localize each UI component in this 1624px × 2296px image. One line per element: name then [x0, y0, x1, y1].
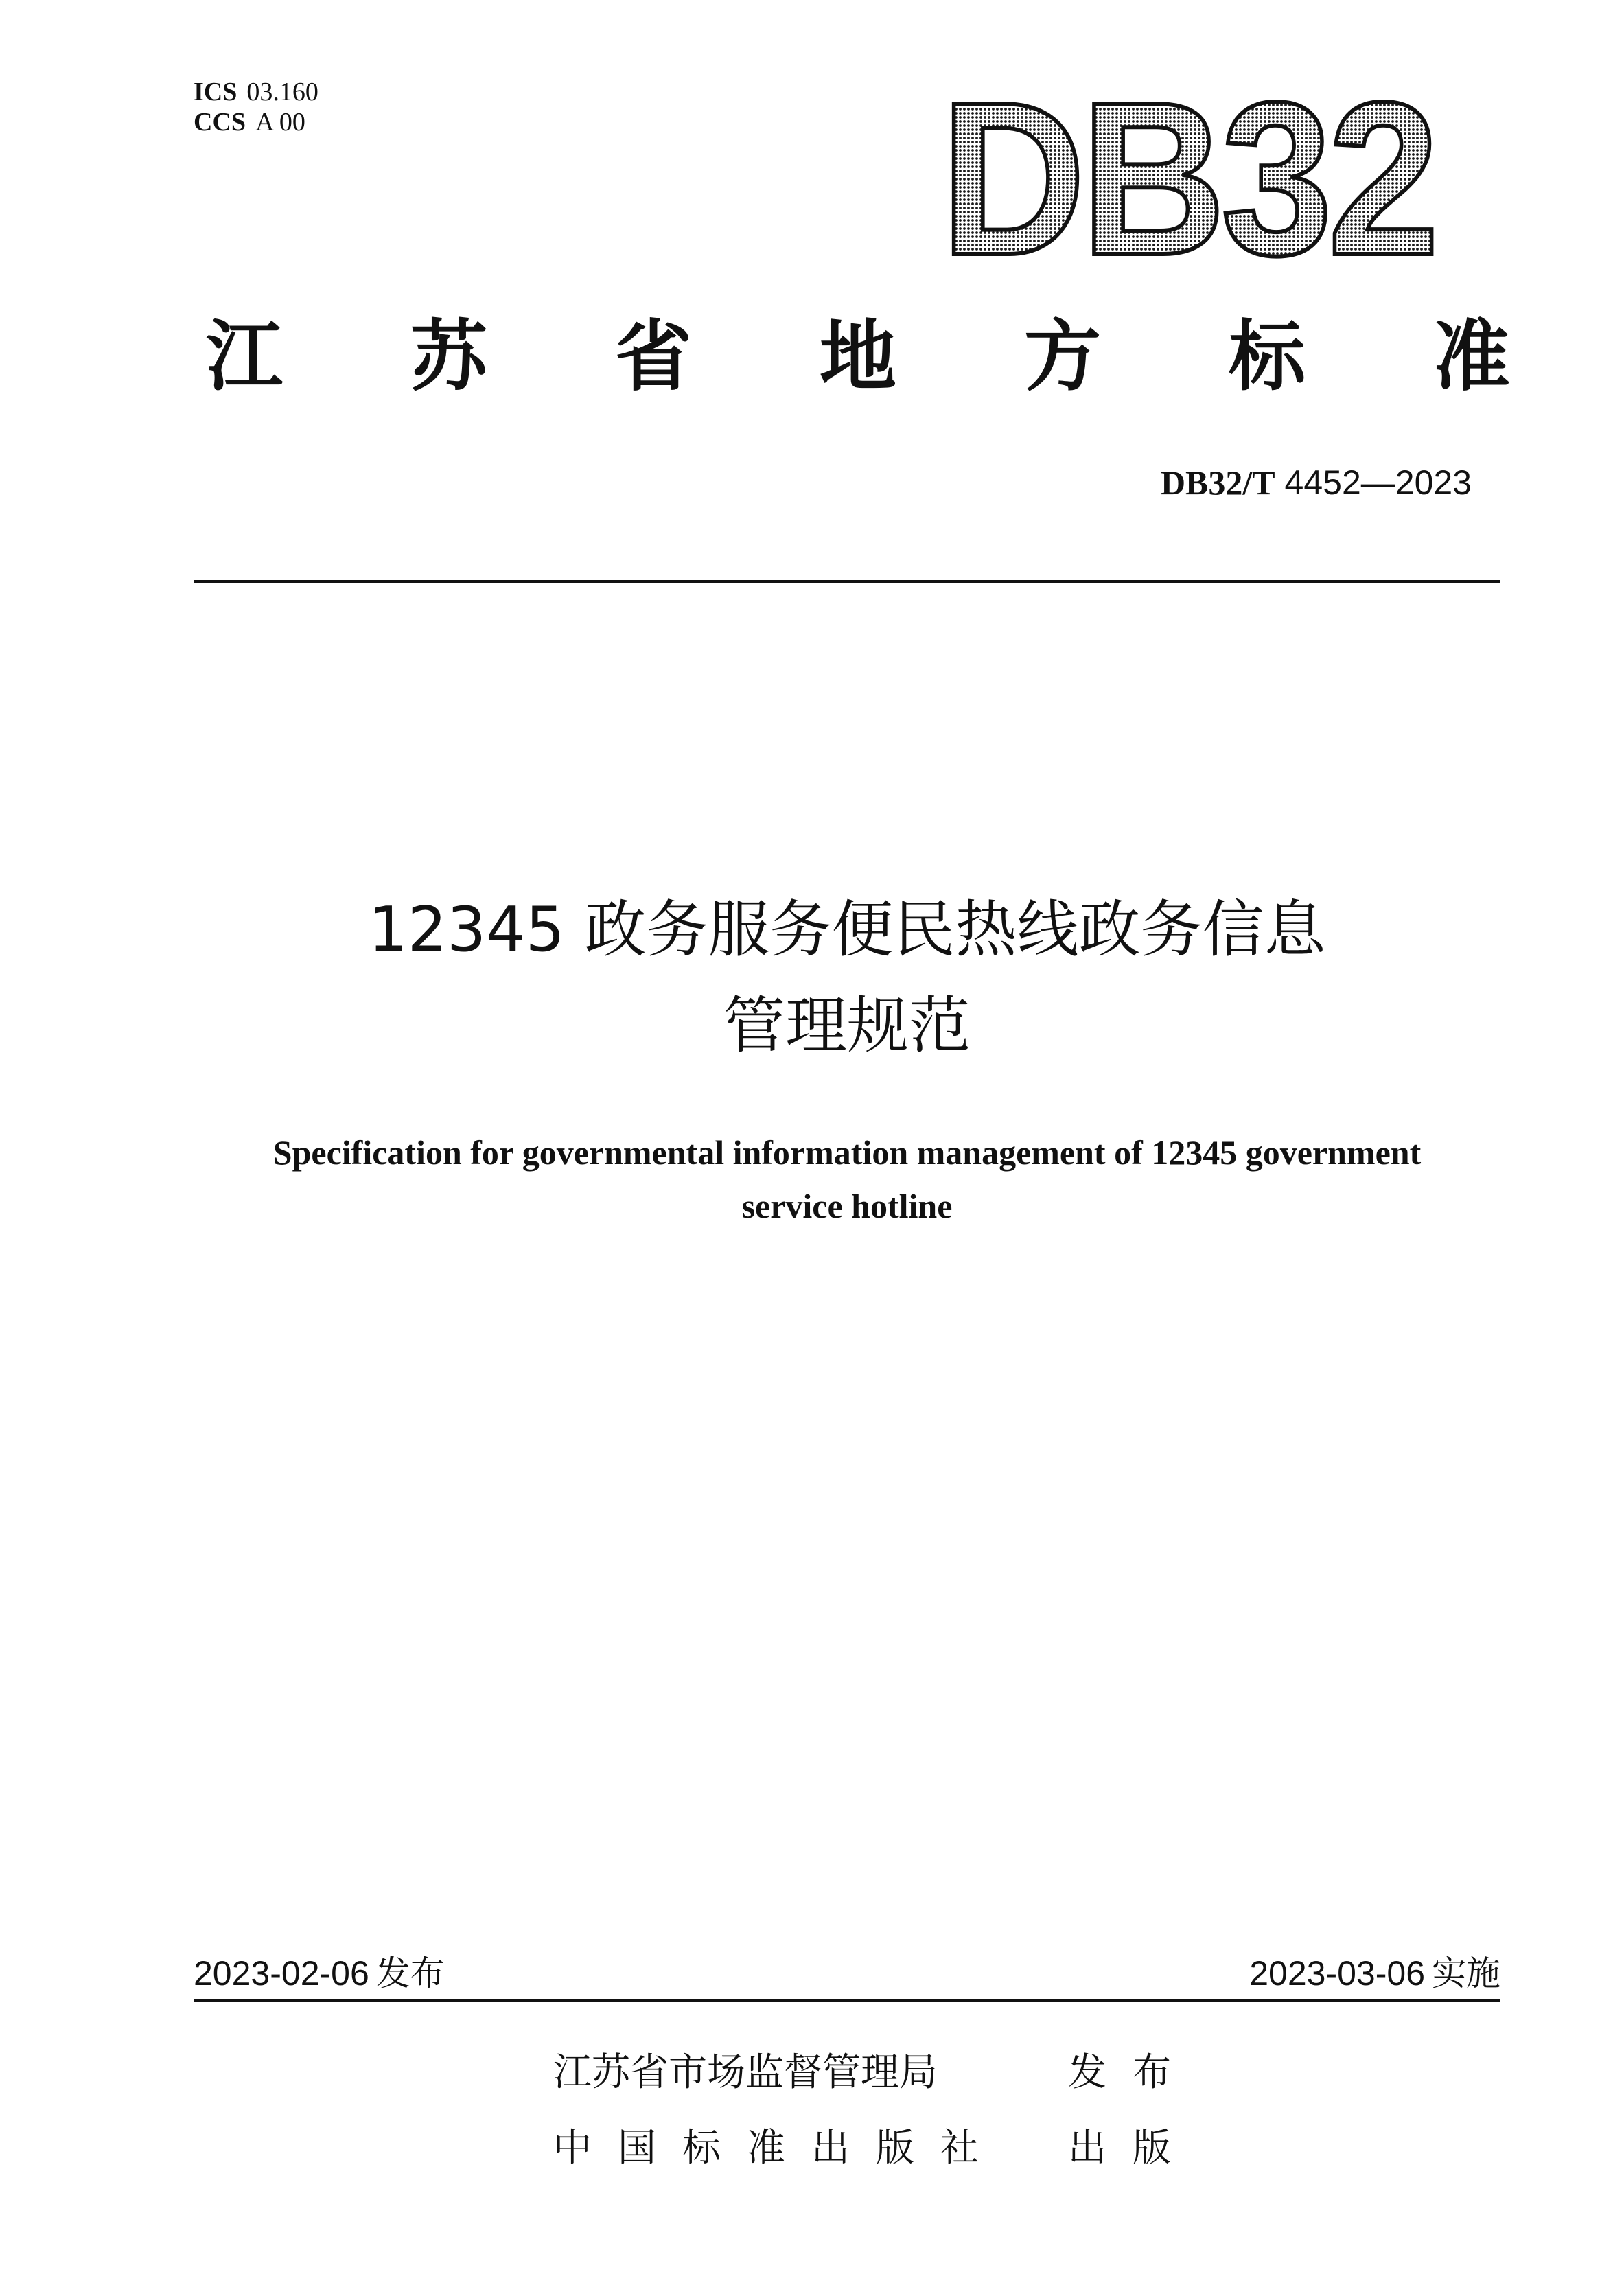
chinese-title-line-1: 12345 政务服务便民热线政务信息 [368, 894, 1326, 966]
issue-action-char: 布 [1133, 2050, 1171, 2095]
title-char: 省 [615, 312, 692, 402]
title-char: 地 [820, 312, 896, 402]
issuing-organization: 江苏省市场监督管理局 [553, 2050, 938, 2095]
publisher-char: 中 [553, 2126, 592, 2170]
release-date [194, 1946, 445, 1995]
release-date-value: 2023-02-06 [194, 1954, 369, 1993]
english-title-line-1: Specification for governmental information management of 12345 government [272, 1133, 1422, 1172]
publish-action-char: 出 [1068, 2126, 1106, 2170]
ccs-label: CCS [194, 108, 246, 137]
publisher-char: 标 [682, 2126, 721, 2170]
title-char: 江 [206, 312, 283, 402]
publisher-name [553, 2111, 979, 2186]
bottom-divider [194, 1999, 1500, 2002]
publisher-line [553, 2111, 1171, 2186]
publish-action-char: 版 [1133, 2126, 1171, 2170]
ccs-row [194, 107, 318, 137]
title-char: 苏 [410, 312, 487, 402]
publisher-char: 出 [811, 2126, 850, 2170]
publisher-char: 社 [940, 2126, 979, 2170]
ics-label: ICS [194, 78, 237, 106]
ics-code: 03.160 [246, 78, 318, 106]
publisher-char: 版 [876, 2126, 914, 2170]
implementation-date [1249, 1946, 1500, 1995]
implementation-date-value: 2023-03-06 [1249, 1954, 1425, 1993]
db32-logo-text: DB32 [940, 82, 1435, 268]
standard-number-code: 4452—2023 [1275, 463, 1472, 502]
implementation-date-label: 实施 [1432, 1953, 1500, 1993]
standard-number [1161, 463, 1472, 502]
standard-number-prefix: DB32/T [1160, 463, 1275, 502]
publisher-char: 准 [747, 2126, 785, 2170]
chinese-title-line-2: 管理规范 [723, 990, 971, 1062]
ics-row [194, 77, 318, 107]
top-divider [194, 580, 1500, 583]
issue-action-char: 发 [1068, 2050, 1106, 2095]
chinese-title [194, 882, 1500, 1074]
publisher-char: 国 [618, 2126, 656, 2170]
issue-action [1068, 2035, 1171, 2111]
english-title [194, 1126, 1500, 1233]
title-char: 方 [1024, 312, 1101, 402]
issuer-block [553, 2035, 1171, 2186]
publish-action [1068, 2111, 1171, 2186]
release-date-label: 发布 [375, 1953, 445, 1993]
province-standard-title [206, 312, 1510, 402]
title-char: 标 [1229, 312, 1306, 402]
issuer-line [553, 2035, 1171, 2111]
db32-logo [933, 82, 1441, 268]
english-title-line-2: service hotline [741, 1187, 953, 1225]
title-char: 准 [1433, 312, 1510, 402]
ccs-code: A 00 [255, 108, 305, 137]
classification-codes [194, 77, 318, 137]
